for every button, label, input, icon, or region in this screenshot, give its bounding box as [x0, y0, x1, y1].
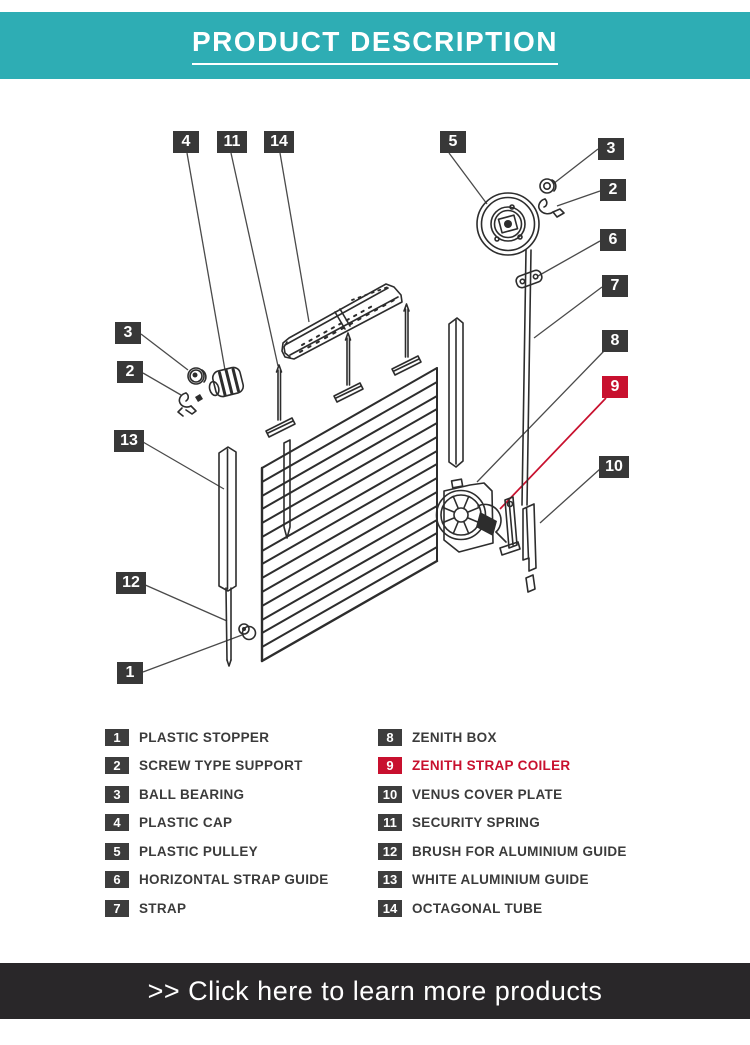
legend-item-number: 7 — [105, 900, 129, 917]
aluminium-guide-left-drawing — [219, 447, 236, 591]
legend-left-column — [105, 727, 329, 927]
legend-item-4 — [105, 813, 329, 833]
legend-item-number: 11 — [378, 814, 402, 831]
aluminium-guide-right-drawing — [449, 318, 463, 467]
shutter-slats-drawing — [262, 368, 437, 661]
legend-item-number: 9 — [378, 757, 402, 774]
red-leader-line — [500, 398, 606, 509]
legend-item-label: SECURITY SPRING — [412, 815, 541, 831]
diagram-label-1: 1 — [117, 662, 143, 684]
legend-item-label: PLASTIC STOPPER — [139, 729, 270, 745]
screw-support-left-drawing — [178, 393, 203, 416]
legend-item-label: SCREW TYPE SUPPORT — [139, 758, 303, 774]
legend-item-1 — [105, 727, 329, 747]
diagram-label-2-right: 2 — [600, 179, 626, 201]
screw-support-right-drawing — [539, 199, 564, 217]
legend-item-number: 6 — [105, 871, 129, 888]
legend-item-label: ZENITH STRAP COILER — [412, 758, 571, 774]
learn-more-cta-text: >> Click here to learn more products — [147, 975, 603, 1006]
diagram-label-5: 5 — [440, 131, 466, 153]
learn-more-cta-banner[interactable] — [0, 963, 750, 1019]
legend-item-13 — [378, 870, 627, 890]
legend-item-6 — [105, 870, 329, 890]
diagram-label-2-left: 2 — [117, 361, 143, 383]
legend-item-number: 8 — [378, 729, 402, 746]
diagram-label-8: 8 — [602, 330, 628, 352]
legend-item-label: ZENITH BOX — [412, 729, 497, 745]
legend-item-label: PLASTIC CAP — [139, 815, 233, 831]
diagram-label-3-right: 3 — [598, 138, 624, 160]
diagram-label-10: 10 — [599, 456, 629, 478]
legend-item-7 — [105, 899, 329, 919]
legend-item-number: 14 — [378, 900, 402, 917]
legend-item-3 — [105, 784, 329, 804]
legend-item-label: WHITE ALUMINIUM GUIDE — [412, 872, 589, 888]
legend-item-8 — [378, 727, 627, 747]
diagram-label-4: 4 — [173, 131, 199, 153]
octagonal-tube-drawing — [282, 284, 402, 359]
legend-right-column — [378, 727, 627, 927]
diagram-label-12: 12 — [116, 572, 146, 594]
legend-item-number: 10 — [378, 786, 402, 803]
legend-item-number: 12 — [378, 843, 402, 860]
legend-item-number: 4 — [105, 814, 129, 831]
legend-item-number: 2 — [105, 757, 129, 774]
legend-item-2 — [105, 756, 329, 776]
ball-bearing-right-drawing — [540, 179, 556, 193]
diagram-label-6: 6 — [600, 229, 626, 251]
legend-item-number: 13 — [378, 871, 402, 888]
diagram-label-7: 7 — [602, 275, 628, 297]
brush-drawing — [226, 588, 231, 666]
plastic-pulley-drawing — [477, 193, 539, 255]
legend-item-label: VENUS COVER PLATE — [412, 786, 563, 802]
diagram-label-11: 11 — [217, 131, 247, 153]
legend-item-label: PLASTIC PULLEY — [139, 843, 258, 859]
ball-bearing-left-drawing — [188, 368, 206, 384]
legend-item-number: 3 — [105, 786, 129, 803]
security-springs-drawing — [266, 304, 421, 437]
legend-item-5 — [105, 841, 329, 861]
legend-item-14 — [378, 899, 627, 919]
legend-item-number: 5 — [105, 843, 129, 860]
legend-item-label: BRUSH FOR ALUMINIUM GUIDE — [412, 843, 627, 859]
diagram-label-3-left: 3 — [115, 322, 141, 344]
legend-item-11 — [378, 813, 627, 833]
legend-item-12 — [378, 841, 627, 861]
legend-item-9-highlighted — [378, 756, 627, 776]
venus-cover-plate-drawing — [523, 504, 536, 592]
legend-item-label: OCTAGONAL TUBE — [412, 901, 543, 917]
legend-item-number: 1 — [105, 729, 129, 746]
diagram-label-14: 14 — [264, 131, 294, 153]
diagram-label-13: 13 — [114, 430, 144, 452]
header-banner — [0, 12, 750, 79]
exploded-parts-diagram — [0, 85, 750, 730]
page-title: PRODUCT DESCRIPTION — [192, 26, 558, 65]
diagram-label-9-highlighted: 9 — [602, 376, 628, 398]
legend-item-label: BALL BEARING — [139, 786, 245, 802]
plastic-stopper-drawing — [239, 624, 256, 640]
legend-item-10 — [378, 784, 627, 804]
strap-guide-drawing — [515, 269, 544, 289]
plastic-cap-drawing — [206, 366, 245, 399]
legend-item-label: HORIZONTAL STRAP GUIDE — [139, 872, 329, 888]
legend-item-label: STRAP — [139, 901, 187, 917]
